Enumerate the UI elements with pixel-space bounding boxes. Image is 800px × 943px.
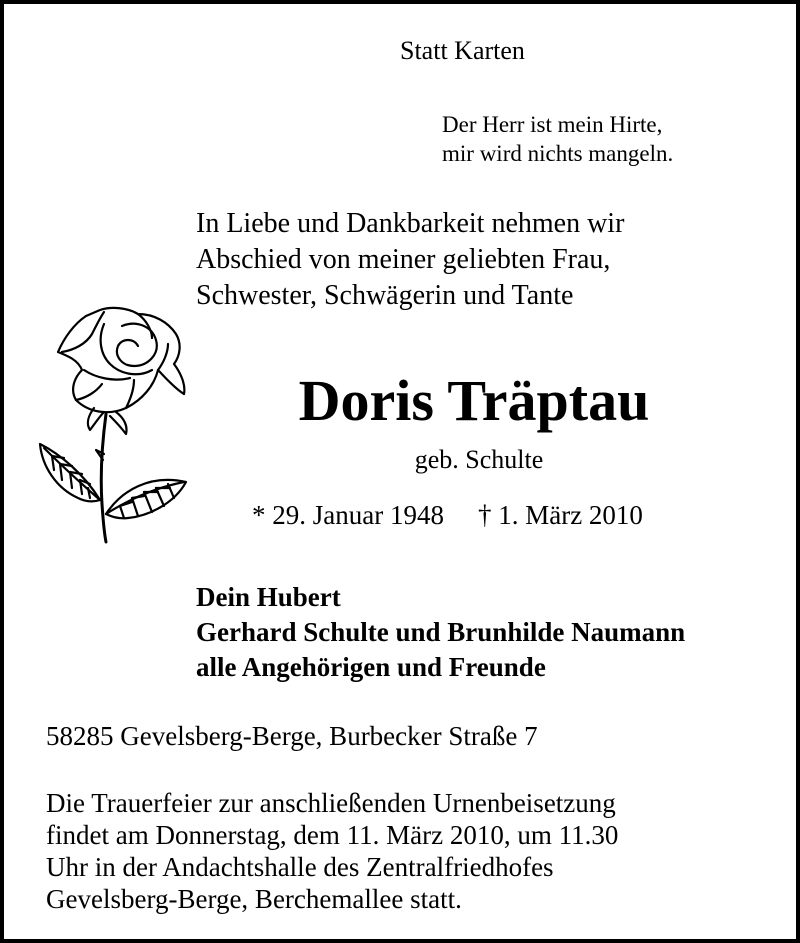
maiden-name: geb. Schulte — [414, 445, 544, 474]
mourners-list — [196, 580, 685, 685]
intro-line: Schwester, Schwägerin und Tante — [196, 280, 574, 311]
psalm-quote — [442, 110, 673, 168]
mourner-line: alle Angehörigen und Freunde — [196, 652, 546, 682]
ceremony-text — [46, 787, 618, 915]
psalm-line: mir wird nichts mangeln. — [442, 141, 674, 166]
birth-date: * 29. Januar 1948 — [252, 500, 444, 530]
intro-line: In Liebe und Dankbarkeit nehmen wir — [196, 208, 625, 239]
ceremony-line: Uhr in der Andachtshalle des Zentralfriedhofes — [46, 852, 554, 882]
mourner-line: Gerhard Schulte und Brunhilde Naumann — [196, 617, 686, 647]
deceased-name: Doris Träptau — [298, 368, 650, 433]
intro-line: Abschied von meiner geliebten Frau, — [196, 244, 611, 275]
life-dates — [252, 497, 643, 533]
death-date: † 1. März 2010 — [477, 500, 643, 530]
mourner-line: Dein Hubert — [196, 582, 341, 612]
ceremony-line: findet am Donnerstag, dem 11. März 2010, um 11.30 — [46, 820, 619, 850]
ceremony-line: Die Trauerfeier zur anschließenden Urnenbeisetzung — [46, 788, 616, 818]
ceremony-line: Gevelsberg-Berge, Berchemallee statt. — [46, 884, 462, 914]
statt-karten-text: Statt Karten — [400, 36, 525, 65]
address-text: 58285 Gevelsberg-Berge, Burbecker Straße 7 — [46, 721, 538, 751]
intro-text — [196, 206, 624, 314]
psalm-line: Der Herr ist mein Hirte, — [442, 112, 663, 137]
